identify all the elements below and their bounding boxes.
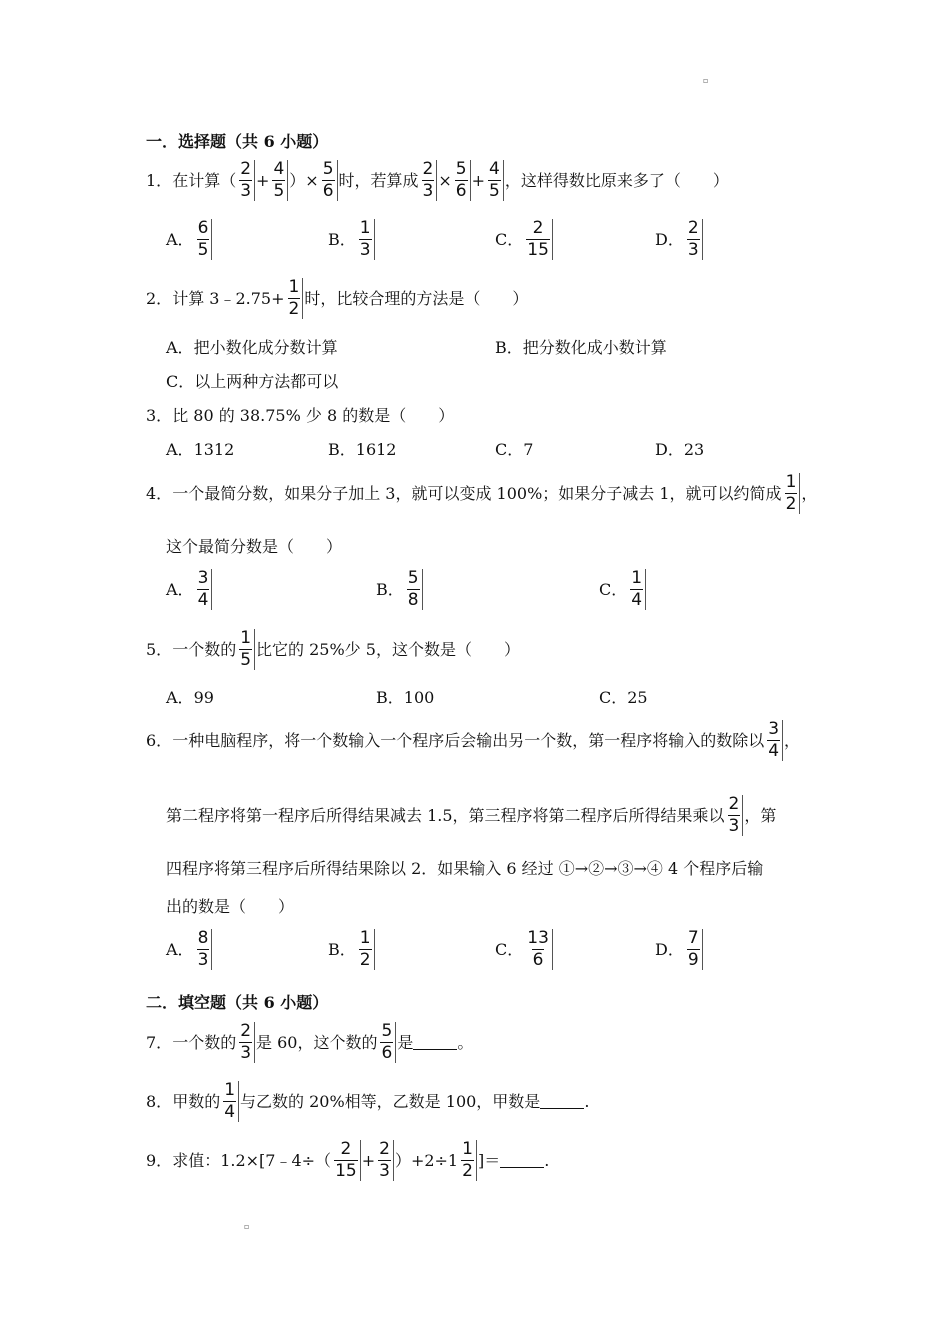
question-6-line-2 bbox=[166, 795, 776, 836]
question-text: 时，若算成 bbox=[338, 170, 419, 190]
question-1 bbox=[146, 160, 729, 201]
question-text: . bbox=[584, 1091, 590, 1111]
question-text: ， bbox=[801, 483, 818, 503]
question-2 bbox=[146, 278, 528, 319]
fraction: $\frac{1}{3}$ bbox=[357, 219, 375, 260]
question-text: 时，比较合理的方法是（ ） bbox=[304, 288, 529, 308]
fraction: $\frac{2}{3}$ bbox=[420, 160, 438, 201]
question-3 bbox=[146, 408, 454, 424]
fraction: $\frac{3}{4}$ bbox=[765, 720, 783, 761]
question-6-line-4: 出的数是（ ） bbox=[166, 897, 295, 916]
question-number: 7． bbox=[146, 1032, 173, 1052]
question-number: 9． bbox=[146, 1150, 173, 1170]
option-b[interactable]: B． 1612 bbox=[328, 440, 397, 459]
option-a[interactable]: A． $\frac{6}{5}$ bbox=[166, 219, 213, 260]
question-5 bbox=[146, 629, 520, 670]
fraction: $\frac{2}{3}$ bbox=[237, 1022, 255, 1063]
question-number: 8． bbox=[146, 1091, 173, 1111]
plus-sign: + bbox=[256, 170, 270, 190]
question-text: 在计算（ bbox=[172, 170, 237, 190]
question-text: . bbox=[544, 1150, 550, 1170]
question-8 bbox=[146, 1081, 589, 1122]
fraction: $\frac{2}{3}$ bbox=[237, 160, 255, 201]
question-text: 与乙数的 20%相等，乙数是 100，甲数是 bbox=[240, 1091, 541, 1111]
question-text: 比它的 25%少 5，这个数是（ ） bbox=[256, 639, 520, 659]
section-title: 一．选择题（共 6 小题） bbox=[146, 132, 329, 151]
question-7 bbox=[146, 1022, 473, 1063]
option-a[interactable]: A． $\frac{3}{4}$ bbox=[166, 569, 213, 610]
plus-sign: + bbox=[471, 170, 485, 190]
question-number: 3． bbox=[146, 406, 173, 425]
question-text: 第二程序将第一程序后所得结果减去 1.5，第三程序将第二程序后所得结果乘以 bbox=[166, 805, 725, 825]
option-a[interactable]: A． $\frac{8}{3}$ bbox=[166, 929, 213, 970]
fraction: $\frac{2}{15}$ bbox=[524, 219, 553, 260]
fraction: $\frac{2}{3}$ bbox=[376, 1140, 394, 1181]
fraction: $\frac{4}{5}$ bbox=[270, 160, 288, 201]
fraction: $\frac{8}{3}$ bbox=[195, 929, 213, 970]
page-mark-bottom: ▫ bbox=[244, 1222, 250, 1231]
question-text: ）× bbox=[289, 170, 319, 190]
fraction: $\frac{2}{15}$ bbox=[332, 1140, 361, 1181]
question-text: 甲数的 bbox=[172, 1091, 221, 1111]
question-number: 1． bbox=[146, 170, 173, 190]
option-a[interactable]: A． 99 bbox=[166, 688, 214, 707]
answer-blank[interactable] bbox=[500, 1153, 544, 1168]
question-6 bbox=[146, 720, 800, 761]
fraction: $\frac{5}{8}$ bbox=[405, 569, 423, 610]
fraction: $\frac{1}{5}$ bbox=[237, 629, 255, 670]
question-text: ，第 bbox=[744, 805, 777, 825]
fraction: $\frac{1}{2}$ bbox=[286, 278, 304, 319]
question-number: 4． bbox=[146, 483, 173, 503]
question-text: 比 80 的 38.75% 少 8 的数是（ ） bbox=[172, 406, 455, 425]
question-text: 一个最简分数，如果分子加上 3，就可以变成 100%；如果分子减去 1，就可以约简成 bbox=[172, 483, 782, 503]
option-d[interactable]: D． 23 bbox=[655, 440, 705, 459]
option-b[interactable]: B． 100 bbox=[376, 688, 435, 707]
section-title: 二．填空题（共 6 小题） bbox=[146, 993, 329, 1012]
fraction: $\frac{1}{4}$ bbox=[221, 1081, 239, 1122]
option-c[interactable]: C． 7 bbox=[495, 440, 534, 459]
fraction: $\frac{5}{6}$ bbox=[453, 160, 471, 201]
plus-sign: + bbox=[361, 1150, 376, 1170]
question-text: 一个数的 bbox=[172, 639, 237, 659]
fraction: $\frac{6}{5}$ bbox=[195, 219, 213, 260]
fraction: $\frac{2}{3}$ bbox=[685, 219, 703, 260]
option-b[interactable]: B． $\frac{5}{8}$ bbox=[376, 569, 424, 610]
question-text: 求值：1.2×[7﹣4÷（ bbox=[172, 1150, 332, 1170]
fraction: $\frac{5}{6}$ bbox=[378, 1022, 396, 1063]
fraction: $\frac{2}{3}$ bbox=[726, 795, 744, 836]
fraction: $\frac{13}{6}$ bbox=[524, 929, 553, 970]
fraction: $\frac{1}{2}$ bbox=[357, 929, 375, 970]
question-text: ]＝ bbox=[477, 1150, 501, 1170]
option-c[interactable]: C． $\frac{2}{15}$ bbox=[495, 219, 554, 260]
answer-blank[interactable] bbox=[540, 1094, 584, 1109]
option-d[interactable]: D． $\frac{7}{9}$ bbox=[655, 929, 704, 970]
option-c[interactable]: C． $\frac{13}{6}$ bbox=[495, 929, 554, 970]
question-9 bbox=[146, 1140, 549, 1181]
fraction: $\frac{4}{5}$ bbox=[486, 160, 504, 201]
page-mark-top: ▫ bbox=[703, 76, 709, 85]
question-text: 是 bbox=[397, 1032, 414, 1052]
option-b[interactable]: B． $\frac{1}{3}$ bbox=[328, 219, 376, 260]
question-number: 5． bbox=[146, 639, 173, 659]
question-4-line-2: 这个最简分数是（ ） bbox=[166, 537, 343, 556]
question-number: 6． bbox=[146, 730, 173, 750]
option-a[interactable]: A． 把小数化成分数计算 bbox=[166, 338, 338, 357]
fraction: $\frac{7}{9}$ bbox=[685, 929, 703, 970]
times-sign: × bbox=[438, 170, 452, 190]
fraction: $\frac{1}{2}$ bbox=[459, 1140, 477, 1181]
fraction: $\frac{1}{4}$ bbox=[628, 569, 646, 610]
question-text: 是 60，这个数的 bbox=[256, 1032, 378, 1052]
answer-blank[interactable] bbox=[413, 1035, 457, 1050]
question-4 bbox=[146, 473, 817, 514]
question-text: ， bbox=[784, 730, 801, 750]
option-a[interactable]: A． 1312 bbox=[166, 440, 235, 459]
option-b[interactable]: B． $\frac{1}{2}$ bbox=[328, 929, 376, 970]
question-text: 一个数的 bbox=[172, 1032, 237, 1052]
option-c[interactable]: C． 25 bbox=[599, 688, 648, 707]
option-c[interactable]: C． $\frac{1}{4}$ bbox=[599, 569, 647, 610]
question-6-line-3: 四程序将第三程序后所得结果除以 2．如果输入 6 经过 ①→②→③→④ 4 个程序后输 bbox=[166, 859, 764, 878]
question-text: 计算 3﹣2.75+ bbox=[172, 288, 285, 308]
fraction: $\frac{5}{6}$ bbox=[320, 160, 338, 201]
fraction: $\frac{3}{4}$ bbox=[195, 569, 213, 610]
fraction: $\frac{1}{2}$ bbox=[783, 473, 801, 514]
question-number: 2． bbox=[146, 288, 173, 308]
option-d[interactable]: D． $\frac{2}{3}$ bbox=[655, 219, 704, 260]
question-text: 。 bbox=[457, 1032, 474, 1052]
option-c[interactable]: C． 以上两种方法都可以 bbox=[166, 372, 339, 391]
question-text: 一种电脑程序，将一个数输入一个程序后会输出另一个数，第一程序将输入的数除以 bbox=[172, 730, 765, 750]
question-text: ，这样得数比原来多了（ ） bbox=[504, 170, 729, 190]
question-text: ）+2÷1 bbox=[394, 1150, 459, 1170]
option-b[interactable]: B． 把分数化成小数计算 bbox=[495, 338, 667, 357]
